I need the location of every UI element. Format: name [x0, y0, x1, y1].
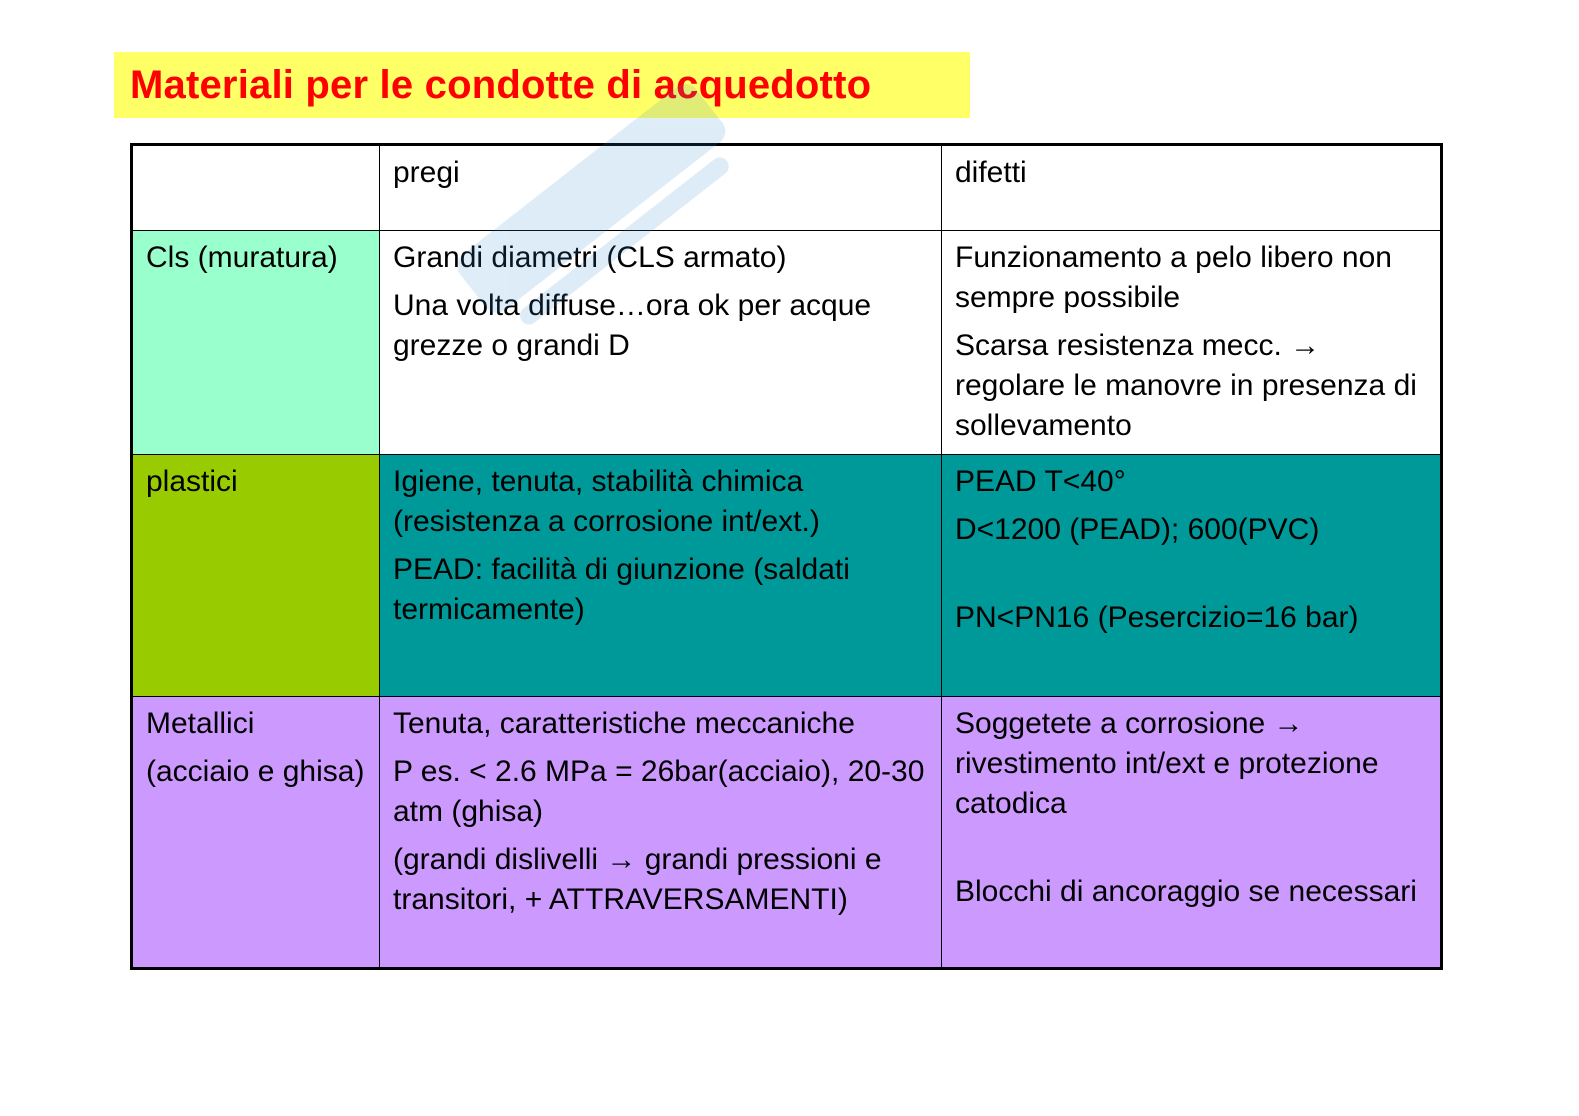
pregi-cell-metallici	[380, 697, 942, 969]
difetti-item: Soggetete a corrosione → rivestimento int/ext e protezione catodica	[955, 707, 1379, 820]
difetti-item: PEAD T<40°	[955, 465, 1126, 498]
header-material-cell	[132, 145, 380, 231]
material-label: Cls (muratura)	[146, 241, 338, 274]
header-difetti-cell	[942, 145, 1442, 231]
difetti-item: PN<PN16 (Pesercizio=16 bar)	[955, 601, 1359, 634]
pregi-item: P es. < 2.6 MPa = 26bar(acciaio), 20-30 atm (ghisa)	[393, 755, 925, 828]
material-sublabel: (acciaio e ghisa)	[146, 755, 365, 788]
header-difetti: difetti	[955, 156, 1027, 189]
pregi-item: PEAD: facilità di giunzione (saldati termicamente)	[393, 553, 850, 626]
difetti-item: D<1200 (PEAD); 600(PVC)	[955, 513, 1320, 546]
page-title: Materiali per le condotte di acquedotto	[130, 62, 872, 107]
table-row-plastici	[132, 455, 1442, 697]
table-row-cls	[132, 231, 1442, 455]
difetti-item: Funzionamento a pelo libero non sempre possibile	[955, 241, 1392, 314]
table-header-row	[132, 145, 1442, 231]
pregi-cell-plastici	[380, 455, 942, 697]
material-cell-metallici	[132, 697, 380, 969]
pregi-item: Tenuta, caratteristiche meccaniche	[393, 707, 855, 740]
material-label: Metallici	[146, 707, 255, 740]
pregi-item: Igiene, tenuta, stabilità chimica (resistenza a corrosione int/ext.)	[393, 465, 820, 538]
material-label: plastici	[146, 465, 238, 498]
header-pregi: pregi	[393, 156, 460, 189]
header-pregi-cell	[380, 145, 942, 231]
pregi-item: Una volta diffuse…ora ok per acque grezze o grandi D	[393, 289, 872, 362]
difetti-item: Blocchi di ancoraggio se necessari	[955, 875, 1417, 908]
material-cell-plastici	[132, 455, 380, 697]
difetti-item: Scarsa resistenza mecc. → regolare le manovre in presenza di sollevamento	[955, 329, 1417, 442]
material-cell-cls	[132, 231, 380, 455]
table-row-metallici	[132, 697, 1442, 969]
pregi-item: (grandi dislivelli → grandi pressioni e transitori, + ATTRAVERSAMENTI)	[393, 843, 882, 916]
pregi-cell-cls	[380, 231, 942, 455]
title-banner	[114, 52, 970, 118]
difetti-cell-cls	[942, 231, 1442, 455]
difetti-cell-metallici	[942, 697, 1442, 969]
difetti-cell-plastici	[942, 455, 1442, 697]
pregi-item: Grandi diametri (CLS armato)	[393, 241, 787, 274]
materials-table	[130, 143, 1443, 970]
